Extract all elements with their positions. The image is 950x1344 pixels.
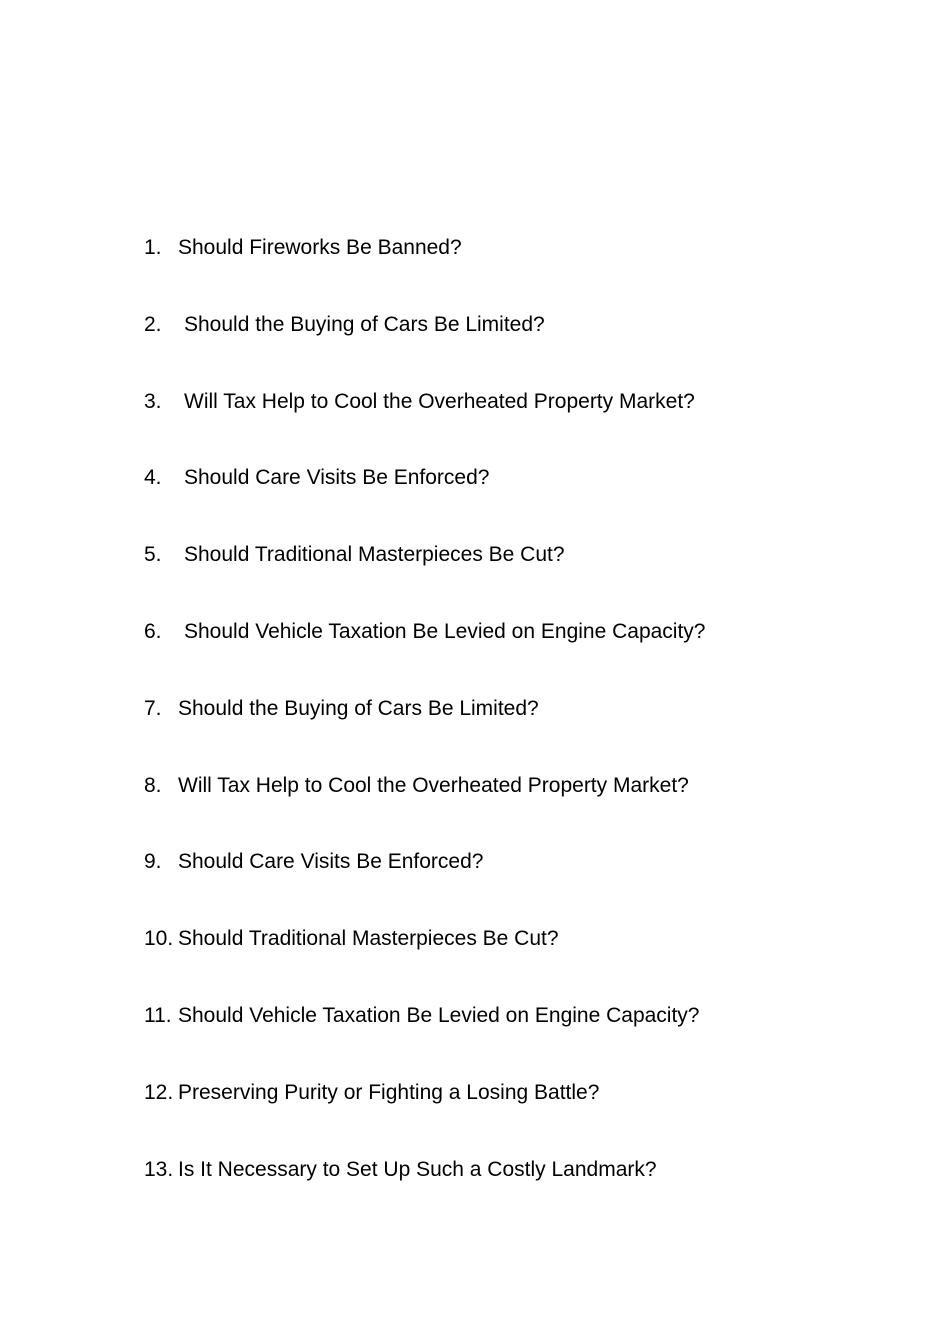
item-number: 10.: [144, 927, 174, 951]
item-number: 3.: [144, 389, 162, 413]
item-text: Should Fireworks Be Banned?: [178, 236, 462, 259]
item-text: Should the Buying of Cars Be Limited?: [184, 312, 545, 336]
item-text: Preserving Purity or Fighting a Losing Battle?: [178, 1080, 600, 1104]
list-item: [144, 771, 864, 848]
item-text: Should Vehicle Taxation Be Levied on Engine Capacity?: [178, 1003, 700, 1027]
item-text: Should Traditional Masterpieces Be Cut?: [178, 927, 559, 951]
item-text: Should Care Visits Be Enforced?: [184, 466, 490, 490]
list-item: [144, 1078, 864, 1155]
list-item: [144, 233, 864, 310]
item-number: 5.: [144, 543, 162, 567]
item-text: Will Tax Help to Cool the Overheated Property Market?: [184, 389, 695, 413]
item-number: 6.: [144, 619, 162, 643]
list-item: [144, 1001, 864, 1078]
list-item: [144, 540, 864, 617]
item-number: 2.: [144, 312, 162, 336]
list-item: [144, 387, 864, 464]
item-number: 13.: [144, 1157, 174, 1181]
item-text: Will Tax Help to Cool the Overheated Property Market?: [178, 773, 689, 797]
item-text: Should Care Visits Be Enforced?: [178, 850, 484, 874]
item-number: 4.: [144, 466, 162, 490]
list-item: [144, 1155, 864, 1232]
list-item: [144, 694, 864, 771]
list-item: [144, 310, 864, 387]
item-text: Should Traditional Masterpieces Be Cut?: [184, 543, 565, 567]
item-number: 7.: [144, 696, 162, 720]
list-item: [144, 617, 864, 694]
item-number: 12.: [144, 1080, 174, 1104]
item-number: 9.: [144, 850, 162, 874]
item-text: Should the Buying of Cars Be Limited?: [178, 696, 539, 720]
list-item: [144, 463, 864, 540]
list-item: [144, 924, 864, 1001]
item-number: 1.: [144, 236, 162, 259]
item-text: Should Vehicle Taxation Be Levied on Engine Capacity?: [184, 619, 706, 643]
item-text: Is It Necessary to Set Up Such a Costly Landmark?: [178, 1157, 657, 1181]
item-number: 11.: [144, 1003, 172, 1027]
topic-list: [144, 233, 864, 1231]
list-item: [144, 847, 864, 924]
item-number: 8.: [144, 773, 162, 797]
